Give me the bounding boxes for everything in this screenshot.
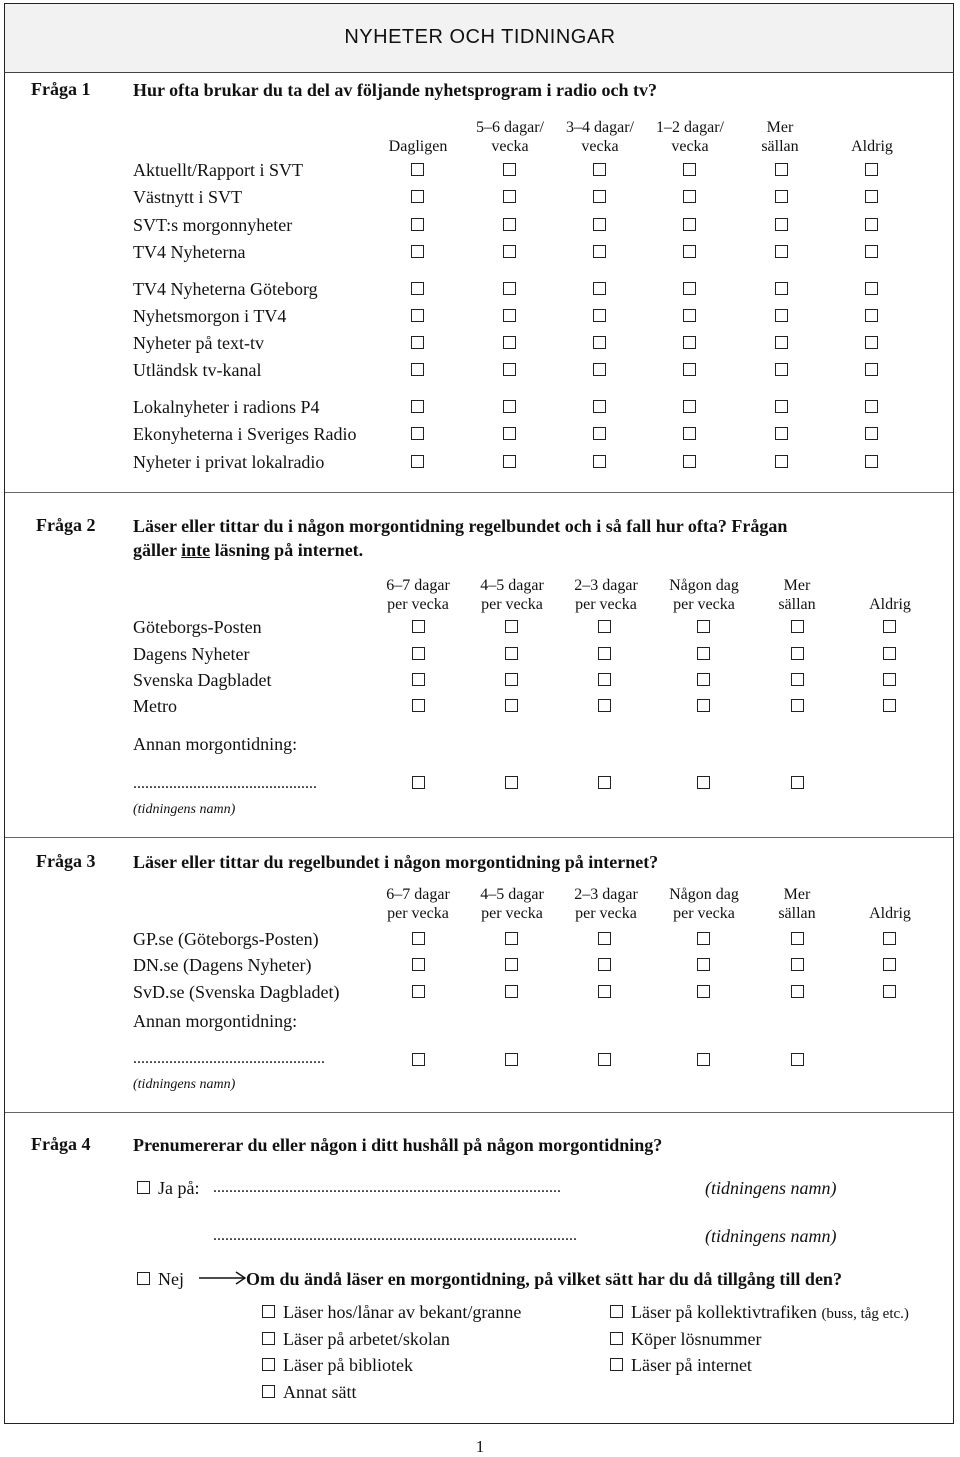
- q3-row-label: SvD.se (Svenska Dagbladet): [133, 982, 340, 1002]
- q2-row-label: Göteborgs-Posten: [133, 617, 262, 637]
- q3-column-header: 4–5 dagar per vecka: [480, 886, 544, 922]
- q1-answer-checkbox[interactable]: [775, 336, 788, 349]
- q1-answer-checkbox[interactable]: [865, 309, 878, 322]
- q2-answer-checkbox[interactable]: [697, 699, 710, 712]
- q1-answer-checkbox[interactable]: [411, 400, 424, 413]
- q4-question: Prenumererar du eller någon i ditt hushåll på någon morgontidning?: [133, 1135, 663, 1155]
- q2-answer-checkbox[interactable]: [791, 673, 804, 686]
- q1-question: Hur ofta brukar du ta del av följande nyhetsprogram i radio och tv?: [133, 80, 658, 100]
- q4-yes-name-field-2[interactable]: ...........................................................................................: [213, 1227, 577, 1244]
- q1-answer-checkbox[interactable]: [865, 245, 878, 258]
- q1-answer-checkbox[interactable]: [593, 400, 606, 413]
- q2-row-label: Metro: [133, 696, 177, 716]
- q3-column-header: 6–7 dagar per vecka: [386, 886, 450, 922]
- q1-answer-checkbox[interactable]: [683, 363, 696, 376]
- q2-other-label: Annan morgontidning:: [133, 734, 298, 754]
- q3-column-header: Någon dag per vecka: [669, 886, 739, 922]
- q3-answer-checkbox[interactable]: [598, 985, 611, 998]
- q4-number: Fråga 4: [31, 1134, 91, 1154]
- q1-answer-checkbox[interactable]: [411, 427, 424, 440]
- q3-answer-checkbox[interactable]: [791, 932, 804, 945]
- q4-option-label: Läser på bibliotek: [283, 1355, 413, 1375]
- q2-answer-checkbox[interactable]: [505, 699, 518, 712]
- divider: [5, 492, 953, 493]
- q1-answer-checkbox[interactable]: [503, 309, 516, 322]
- q1-answer-checkbox[interactable]: [503, 400, 516, 413]
- q3-column-header: 2–3 dagar per vecka: [574, 886, 638, 922]
- q1-answer-checkbox[interactable]: [411, 309, 424, 322]
- q1-answer-checkbox[interactable]: [683, 282, 696, 295]
- q4-yes-name-note-2: (tidningens namn): [705, 1226, 837, 1246]
- q4-option-label: Läser på arbetet/skolan: [283, 1329, 450, 1349]
- q1-row-label: Nyhetsmorgon i TV4: [133, 306, 287, 326]
- q1-answer-checkbox[interactable]: [411, 245, 424, 258]
- q1-answer-checkbox[interactable]: [593, 190, 606, 203]
- q3-answer-checkbox[interactable]: [697, 958, 710, 971]
- q3-answer-checkbox[interactable]: [598, 958, 611, 971]
- q1-answer-checkbox[interactable]: [593, 427, 606, 440]
- q1-column-header: 3–4 dagar/ vecka: [566, 119, 634, 155]
- q1-answer-checkbox[interactable]: [775, 282, 788, 295]
- q2-question-line1: Läser eller tittar du i någon morgontidning regelbundet och i så fall hur ofta? Frågan: [133, 516, 788, 536]
- q1-answer-checkbox[interactable]: [683, 218, 696, 231]
- q1-answer-checkbox[interactable]: [411, 163, 424, 176]
- q2-row-label: Svenska Dagbladet: [133, 670, 272, 690]
- q1-answer-checkbox[interactable]: [775, 455, 788, 468]
- q3-answer-checkbox[interactable]: [598, 932, 611, 945]
- q2-other-checkbox[interactable]: [791, 776, 804, 789]
- q1-row-label: Västnytt i SVT: [133, 187, 243, 207]
- q3-other-checkbox[interactable]: [598, 1053, 611, 1066]
- q1-column-header: Aldrig: [851, 138, 893, 155]
- q1-answer-checkbox[interactable]: [775, 190, 788, 203]
- q4-no-label: Nej: [158, 1269, 184, 1289]
- q3-answer-checkbox[interactable]: [883, 985, 896, 998]
- q2-answer-checkbox[interactable]: [697, 673, 710, 686]
- q4-option-checkbox[interactable]: [262, 1385, 275, 1398]
- q1-answer-checkbox[interactable]: [683, 427, 696, 440]
- q3-column-header: Aldrig: [869, 905, 911, 922]
- q2-other-checkbox[interactable]: [697, 776, 710, 789]
- q2-question: [133, 514, 787, 562]
- q3-question: Läser eller tittar du regelbundet i någon morgontidning på internet?: [133, 852, 659, 872]
- q3-row-label: GP.se (Göteborgs-Posten): [133, 929, 319, 949]
- q3-answer-checkbox[interactable]: [505, 985, 518, 998]
- divider: [5, 1112, 953, 1113]
- q2-question-line2-post: läsning på internet.: [210, 540, 364, 560]
- q1-row-label: TV4 Nyheterna: [133, 242, 246, 262]
- q1-answer-checkbox[interactable]: [593, 363, 606, 376]
- q1-answer-checkbox[interactable]: [593, 309, 606, 322]
- q3-other-checkbox[interactable]: [412, 1053, 425, 1066]
- q1-answer-checkbox[interactable]: [775, 163, 788, 176]
- q3-answer-checkbox[interactable]: [412, 985, 425, 998]
- q2-column-header: 2–3 dagar per vecka: [574, 577, 638, 613]
- q2-other-note: (tidningens namn): [133, 802, 236, 817]
- q1-answer-checkbox[interactable]: [503, 245, 516, 258]
- q3-answer-checkbox[interactable]: [883, 958, 896, 971]
- q2-answer-checkbox[interactable]: [791, 699, 804, 712]
- q1-answer-checkbox[interactable]: [775, 218, 788, 231]
- q2-answer-checkbox[interactable]: [505, 647, 518, 660]
- q4-option-main: Läser på kollektivtrafiken: [631, 1302, 817, 1322]
- q3-row-label: DN.se (Dagens Nyheter): [133, 955, 312, 975]
- q1-answer-checkbox[interactable]: [865, 336, 878, 349]
- q1-answer-checkbox[interactable]: [593, 336, 606, 349]
- q1-column-header: 5–6 dagar/ vecka: [476, 119, 544, 155]
- q3-answer-checkbox[interactable]: [697, 932, 710, 945]
- q2-other-checkbox[interactable]: [505, 776, 518, 789]
- q2-row-label: Dagens Nyheter: [133, 644, 250, 664]
- q1-row-label: Aktuellt/Rapport i SVT: [133, 160, 303, 180]
- q1-answer-checkbox[interactable]: [503, 190, 516, 203]
- q4-yes-name-note-1: (tidningens namn): [705, 1178, 837, 1198]
- q2-question-line2-pre: gäller: [133, 540, 182, 560]
- q1-row-label: Lokalnyheter i radions P4: [133, 397, 320, 417]
- q1-answer-checkbox[interactable]: [503, 282, 516, 295]
- q1-answer-checkbox[interactable]: [865, 282, 878, 295]
- q3-other-checkbox[interactable]: [697, 1053, 710, 1066]
- q1-row-label: TV4 Nyheterna Göteborg: [133, 279, 318, 299]
- q1-row-label: Utländsk tv-kanal: [133, 360, 262, 380]
- q2-answer-checkbox[interactable]: [412, 673, 425, 686]
- q2-answer-checkbox[interactable]: [598, 673, 611, 686]
- q1-answer-checkbox[interactable]: [593, 282, 606, 295]
- q4-option-label: Läser hos/lånar av bekant/granne: [283, 1302, 522, 1322]
- q4-yes-label: Ja på:: [158, 1178, 200, 1198]
- q4-yes-name-field-1[interactable]: .......................................................................................: [213, 1179, 561, 1196]
- q2-column-header: Någon dag per vecka: [669, 577, 739, 613]
- q2-answer-checkbox[interactable]: [412, 699, 425, 712]
- q3-answer-checkbox[interactable]: [883, 932, 896, 945]
- q2-answer-checkbox[interactable]: [598, 647, 611, 660]
- q1-answer-checkbox[interactable]: [683, 400, 696, 413]
- q2-column-header: Mer sällan: [778, 577, 816, 613]
- q1-answer-checkbox[interactable]: [503, 427, 516, 440]
- q2-answer-checkbox[interactable]: [598, 699, 611, 712]
- arrow-right-icon: [199, 1271, 247, 1285]
- q2-question-underline: inte: [181, 540, 211, 560]
- q1-row-label: Nyheter i privat lokalradio: [133, 452, 325, 472]
- q2-answer-checkbox[interactable]: [697, 620, 710, 633]
- q4-option-label: Köper lösnummer: [631, 1329, 762, 1349]
- q1-answer-checkbox[interactable]: [411, 336, 424, 349]
- q1-answer-checkbox[interactable]: [411, 455, 424, 468]
- q1-answer-checkbox[interactable]: [865, 163, 878, 176]
- q4-option-label: [631, 1302, 909, 1324]
- q1-answer-checkbox[interactable]: [865, 190, 878, 203]
- q3-other-checkbox[interactable]: [791, 1053, 804, 1066]
- q2-answer-checkbox[interactable]: [412, 647, 425, 660]
- q4-option-checkbox[interactable]: [610, 1332, 623, 1345]
- q4-option-checkbox[interactable]: [610, 1305, 623, 1318]
- q2-answer-checkbox[interactable]: [883, 647, 896, 660]
- q1-answer-checkbox[interactable]: [865, 400, 878, 413]
- q3-other-label: Annan morgontidning:: [133, 1011, 298, 1031]
- q3-other-note: (tidningens namn): [133, 1077, 236, 1092]
- q2-answer-checkbox[interactable]: [697, 647, 710, 660]
- page-number: 1: [475, 1437, 485, 1456]
- q2-answer-checkbox[interactable]: [791, 647, 804, 660]
- q4-option-checkbox[interactable]: [610, 1358, 623, 1371]
- q4-option-note: (buss, tåg etc.): [821, 1306, 909, 1322]
- q1-answer-checkbox[interactable]: [865, 363, 878, 376]
- q3-answer-checkbox[interactable]: [697, 985, 710, 998]
- q2-number: Fråga 2: [36, 515, 96, 535]
- divider: [5, 837, 953, 838]
- q1-answer-checkbox[interactable]: [503, 163, 516, 176]
- q3-column-header: Mer sällan: [778, 886, 816, 922]
- q3-answer-checkbox[interactable]: [791, 985, 804, 998]
- q1-answer-checkbox[interactable]: [411, 363, 424, 376]
- q2-other-name-field[interactable]: ..............................................: [133, 775, 317, 792]
- q1-answer-checkbox[interactable]: [775, 363, 788, 376]
- q2-answer-checkbox[interactable]: [505, 620, 518, 633]
- q1-number: Fråga 1: [31, 79, 91, 99]
- q1-answer-checkbox[interactable]: [503, 363, 516, 376]
- q1-row-label: Nyheter på text-tv: [133, 333, 264, 353]
- q1-answer-checkbox[interactable]: [683, 245, 696, 258]
- page-title: NYHETER OCH TIDNINGAR: [344, 26, 616, 48]
- q3-other-name-field[interactable]: ................................................: [133, 1050, 325, 1067]
- q2-column-header: 4–5 dagar per vecka: [480, 577, 544, 613]
- q2-answer-checkbox[interactable]: [883, 673, 896, 686]
- q1-answer-checkbox[interactable]: [865, 455, 878, 468]
- q1-answer-checkbox[interactable]: [775, 309, 788, 322]
- q1-answer-checkbox[interactable]: [775, 427, 788, 440]
- q1-answer-checkbox[interactable]: [593, 455, 606, 468]
- q3-answer-checkbox[interactable]: [412, 958, 425, 971]
- q1-answer-checkbox[interactable]: [865, 218, 878, 231]
- q1-answer-checkbox[interactable]: [865, 427, 878, 440]
- q2-answer-checkbox[interactable]: [883, 699, 896, 712]
- q1-answer-checkbox[interactable]: [683, 163, 696, 176]
- q1-answer-checkbox[interactable]: [683, 336, 696, 349]
- q2-answer-checkbox[interactable]: [598, 620, 611, 633]
- q1-answer-checkbox[interactable]: [683, 455, 696, 468]
- q4-option-checkbox[interactable]: [262, 1358, 275, 1371]
- q4-option-checkbox[interactable]: [262, 1305, 275, 1318]
- q3-answer-checkbox[interactable]: [505, 958, 518, 971]
- q2-column-header: 6–7 dagar per vecka: [386, 577, 450, 613]
- q1-answer-checkbox[interactable]: [683, 309, 696, 322]
- q1-answer-checkbox[interactable]: [411, 190, 424, 203]
- q1-column-header: Dagligen: [388, 138, 448, 155]
- q1-answer-checkbox[interactable]: [503, 218, 516, 231]
- q3-answer-checkbox[interactable]: [791, 958, 804, 971]
- q3-other-checkbox[interactable]: [505, 1053, 518, 1066]
- q3-number: Fråga 3: [36, 851, 96, 871]
- q3-answer-checkbox[interactable]: [412, 932, 425, 945]
- q2-answer-checkbox[interactable]: [883, 620, 896, 633]
- q2-column-header: Aldrig: [869, 596, 911, 613]
- q1-column-header: Mer sällan: [761, 119, 799, 155]
- q1-answer-checkbox[interactable]: [503, 455, 516, 468]
- q1-answer-checkbox[interactable]: [503, 336, 516, 349]
- q1-answer-checkbox[interactable]: [775, 245, 788, 258]
- q1-column-header: 1–2 dagar/ vecka: [656, 119, 724, 155]
- q1-answer-checkbox[interactable]: [411, 218, 424, 231]
- q1-answer-checkbox[interactable]: [683, 190, 696, 203]
- q2-answer-checkbox[interactable]: [412, 620, 425, 633]
- q1-row-label: Ekonyheterna i Sveriges Radio: [133, 424, 357, 444]
- q1-answer-checkbox[interactable]: [411, 282, 424, 295]
- q1-answer-checkbox[interactable]: [593, 245, 606, 258]
- q3-answer-checkbox[interactable]: [505, 932, 518, 945]
- q2-other-checkbox[interactable]: [412, 776, 425, 789]
- q2-answer-checkbox[interactable]: [505, 673, 518, 686]
- q1-answer-checkbox[interactable]: [775, 400, 788, 413]
- q2-answer-checkbox[interactable]: [791, 620, 804, 633]
- q1-row-label: SVT:s morgonnyheter: [133, 215, 293, 235]
- q1-answer-checkbox[interactable]: [593, 218, 606, 231]
- q4-followup-question: Om du ändå läser en morgontidning, på vilket sätt har du då tillgång till den?: [246, 1269, 842, 1289]
- q2-other-checkbox[interactable]: [598, 776, 611, 789]
- q4-no-checkbox[interactable]: [137, 1272, 150, 1285]
- q1-answer-checkbox[interactable]: [593, 163, 606, 176]
- q4-option-checkbox[interactable]: [262, 1332, 275, 1345]
- q4-option-label: Annat sätt: [283, 1382, 357, 1402]
- q4-yes-checkbox[interactable]: [137, 1181, 150, 1194]
- q4-option-label: Läser på internet: [631, 1355, 752, 1375]
